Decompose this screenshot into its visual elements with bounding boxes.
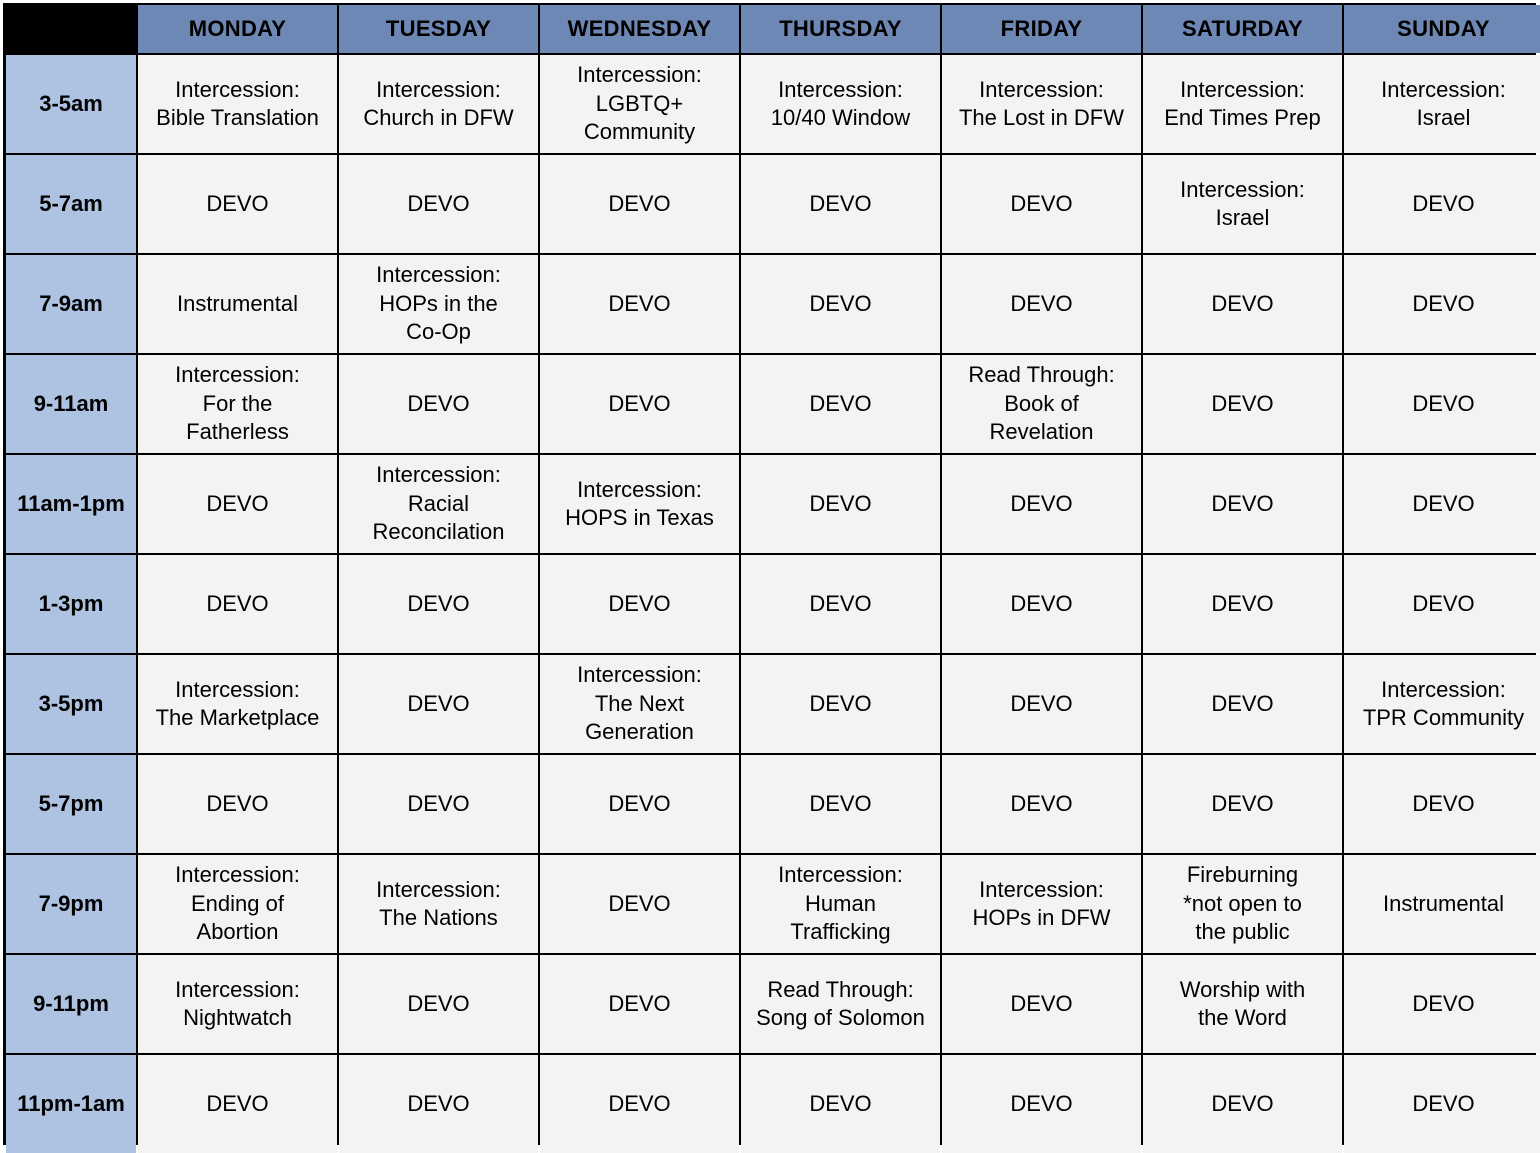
schedule-cell: DEVO [1344,755,1540,853]
time-slot-label: 9-11am [6,355,136,453]
corner-cell [6,5,136,53]
schedule-cell: DEVO [1344,255,1540,353]
schedule-cell: Intercession: Human Trafficking [741,855,940,953]
schedule-cell: DEVO [741,455,940,553]
day-header-saturday: SATURDAY [1143,5,1342,53]
schedule-cell: DEVO [1143,655,1342,753]
schedule-cell: DEVO [1344,455,1540,553]
schedule-cell: DEVO [540,555,739,653]
schedule-cell: DEVO [942,1055,1141,1153]
schedule-cell: Intercession: HOPs in DFW [942,855,1141,953]
schedule-cell: DEVO [339,755,538,853]
schedule-cell: DEVO [741,155,940,253]
prayer-schedule-table [3,3,1536,1145]
schedule-cell: DEVO [1143,255,1342,353]
day-header-wednesday: WEDNESDAY [540,5,739,53]
time-slot-label: 11am-1pm [6,455,136,553]
schedule-cell: Intercession: Bible Translation [138,55,337,153]
day-header-monday: MONDAY [138,5,337,53]
time-slot-label: 7-9am [6,255,136,353]
schedule-cell: DEVO [540,755,739,853]
schedule-cell: DEVO [339,555,538,653]
schedule-cell: DEVO [741,355,940,453]
schedule-cell: DEVO [1344,955,1540,1053]
schedule-cell: DEVO [540,855,739,953]
schedule-cell: Intercession: 10/40 Window [741,55,940,153]
schedule-cell: DEVO [138,1055,337,1153]
schedule-cell: DEVO [942,655,1141,753]
schedule-cell: DEVO [1344,1055,1540,1153]
schedule-cell: Intercession: The Lost in DFW [942,55,1141,153]
schedule-cell: Intercession: LGBTQ+ Community [540,55,739,153]
schedule-cell: Worship with the Word [1143,955,1342,1053]
schedule-cell: Intercession: TPR Community [1344,655,1540,753]
schedule-cell: DEVO [942,755,1141,853]
schedule-cell: DEVO [540,355,739,453]
schedule-cell: DEVO [1143,455,1342,553]
time-slot-label: 5-7am [6,155,136,253]
schedule-cell: Intercession: The Next Generation [540,655,739,753]
schedule-cell: DEVO [741,755,940,853]
time-slot-label: 11pm-1am [6,1055,136,1153]
time-slot-label: 3-5am [6,55,136,153]
schedule-cell: DEVO [942,255,1141,353]
time-slot-label: 7-9pm [6,855,136,953]
schedule-cell: Intercession: Racial Reconcilation [339,455,538,553]
schedule-cell: DEVO [942,455,1141,553]
time-slot-label: 5-7pm [6,755,136,853]
schedule-cell: DEVO [339,155,538,253]
schedule-cell: DEVO [942,955,1141,1053]
schedule-cell: DEVO [540,955,739,1053]
schedule-cell: DEVO [1344,355,1540,453]
schedule-cell: DEVO [1143,355,1342,453]
schedule-cell: DEVO [339,1055,538,1153]
schedule-cell: DEVO [339,955,538,1053]
schedule-cell: Intercession: The Marketplace [138,655,337,753]
schedule-cell: DEVO [942,155,1141,253]
schedule-cell: Intercession: Israel [1143,155,1342,253]
schedule-cell: DEVO [741,655,940,753]
schedule-cell: DEVO [138,455,337,553]
schedule-cell: DEVO [339,655,538,753]
schedule-cell: Intercession: HOPS in Texas [540,455,739,553]
schedule-cell: Intercession: Israel [1344,55,1540,153]
schedule-cell: Read Through: Book of Revelation [942,355,1141,453]
time-slot-label: 9-11pm [6,955,136,1053]
schedule-cell: DEVO [1143,1055,1342,1153]
time-slot-label: 1-3pm [6,555,136,653]
day-header-thursday: THURSDAY [741,5,940,53]
schedule-cell: DEVO [339,355,538,453]
schedule-cell: DEVO [741,1055,940,1153]
time-slot-label: 3-5pm [6,655,136,753]
schedule-cell: Intercession: The Nations [339,855,538,953]
schedule-cell: Intercession: HOPs in the Co-Op [339,255,538,353]
day-header-sunday: SUNDAY [1344,5,1540,53]
day-header-tuesday: TUESDAY [339,5,538,53]
schedule-cell: Intercession: For the Fatherless [138,355,337,453]
schedule-cell: Intercession: Church in DFW [339,55,538,153]
schedule-cell: DEVO [1143,755,1342,853]
schedule-cell: DEVO [1143,555,1342,653]
schedule-cell: DEVO [741,555,940,653]
schedule-cell: Intercession: Ending of Abortion [138,855,337,953]
schedule-cell: DEVO [1344,555,1540,653]
schedule-cell: DEVO [138,155,337,253]
schedule-cell: DEVO [540,1055,739,1153]
schedule-cell: Instrumental [1344,855,1540,953]
schedule-cell: DEVO [540,255,739,353]
schedule-cell: Fireburning *not open to the public [1143,855,1342,953]
schedule-cell: DEVO [1344,155,1540,253]
schedule-cell: DEVO [540,155,739,253]
day-header-friday: FRIDAY [942,5,1141,53]
schedule-cell: Instrumental [138,255,337,353]
schedule-cell: DEVO [138,755,337,853]
schedule-cell: DEVO [741,255,940,353]
schedule-cell: Intercession: End Times Prep [1143,55,1342,153]
schedule-cell: DEVO [942,555,1141,653]
schedule-cell: Intercession: Nightwatch [138,955,337,1053]
schedule-cell: DEVO [138,555,337,653]
schedule-cell: Read Through: Song of Solomon [741,955,940,1053]
